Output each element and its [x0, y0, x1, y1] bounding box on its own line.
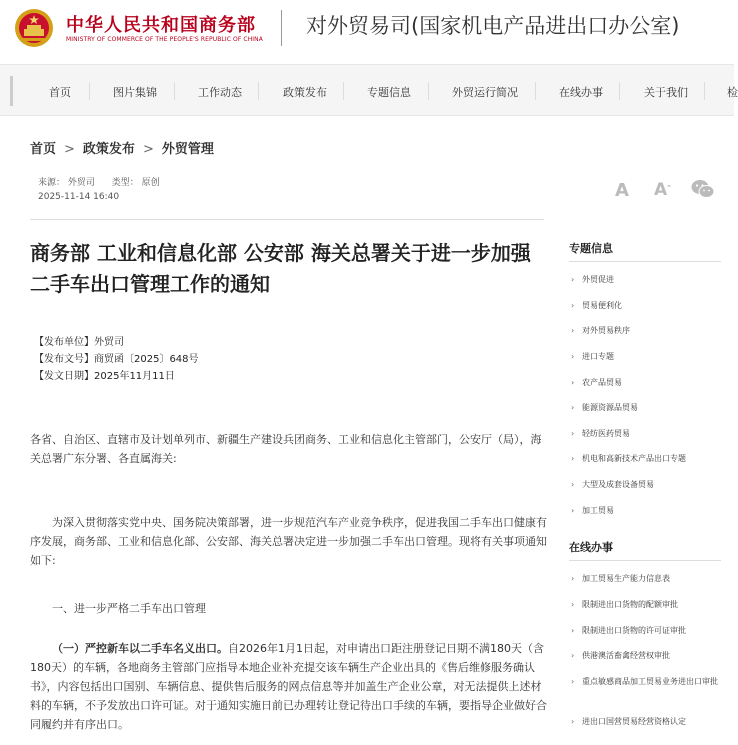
font-size-large-button[interactable]: A [615, 180, 629, 201]
header-divider [281, 10, 282, 46]
sidebar-online-item[interactable]: › 加工贸易生产能力信息表 [571, 574, 670, 583]
nav-divider [258, 82, 259, 100]
article-title: 商务部 工业和信息化部 公安部 海关总署关于进一步加强二手车出口管理工作的通知 [30, 241, 531, 296]
breadcrumb [30, 138, 214, 157]
breadcrumb-trade-management[interactable]: 外贸管理 [161, 142, 214, 157]
info-issue-date: 【发文日期】2025年11月11日 [34, 371, 175, 382]
sidebar-online-item[interactable]: › 进出口国营贸易经营资格认定 [571, 717, 686, 726]
nav-item-policy[interactable]: 政策发布 [283, 86, 327, 99]
breadcrumb-separator: > [142, 142, 154, 157]
clause-heading: （一）严控新车以二手车名义出口。 [52, 642, 228, 655]
chevron-right-icon: › [571, 506, 575, 515]
chevron-right-icon: › [571, 403, 575, 412]
nav-divider [428, 82, 429, 100]
sidebar-online-item[interactable]: › 限制进出口货物的配额审批 [571, 600, 678, 609]
nav-item-about[interactable]: 关于我们 [644, 86, 688, 99]
article-intro-paragraph: 为深入贯彻落实党中央、国务院决策部署，进一步规范汽车产业竞争秩序，促进我国二手车出口健康有序发展，商务部、工业和信息化部、公安部、海关总署决定进一步加强二手车出口管理。现将有关事项通知如下: [30, 516, 547, 567]
chevron-right-icon: › [571, 326, 575, 335]
sidebar-topics-heading: 专题信息 [569, 242, 613, 255]
breadcrumb-policy[interactable]: 政策发布 [82, 142, 135, 157]
chevron-right-icon: › [571, 275, 575, 284]
sidebar-divider [569, 560, 721, 561]
chevron-right-icon: › [571, 600, 575, 609]
article-type: 类型： 原创 [111, 178, 160, 188]
chevron-right-icon: › [571, 429, 575, 438]
sidebar-online-heading: 在线办事 [569, 541, 613, 554]
chevron-right-icon: › [571, 677, 575, 686]
site-header [0, 0, 734, 62]
wechat-share-icon[interactable] [691, 179, 715, 199]
nav-left-bar [10, 76, 13, 106]
sidebar-topic-item[interactable]: › 对外贸易秩序 [571, 326, 630, 335]
article-source-type [38, 175, 160, 188]
chevron-right-icon: › [571, 480, 575, 489]
clause-text: 自2026年1月1日起，对申请出口距注册登记日期不满180天（含180天）的车辆，各地商务主管部门应指导本地企业补充提交该车辆生产企业出具的《售后维修服务确认书》，内容包括出口国别、车辆信息、提供售后服务的网点信息等并加盖生产企业公章，对无法提供上述材料的车辆，不予发放出口许可证。对于通知实施日前已办理转让登记待出口手续的车辆，要指导企业做好合同履约并有序出口。 [30, 642, 547, 731]
breadcrumb-separator: > [64, 142, 75, 157]
chevron-right-icon: › [571, 352, 575, 361]
sidebar-online-item[interactable]: › 供港澳活畜禽经营权审批 [571, 651, 670, 660]
chevron-right-icon: › [571, 378, 575, 387]
nav-item-gallery[interactable]: 图片集锦 [113, 86, 157, 99]
sidebar-topic-item[interactable]: › 农产品贸易 [571, 378, 622, 387]
sidebar-topic-item[interactable]: › 机电和高新技术产品出口专题 [571, 454, 686, 463]
sidebar-topic-item[interactable]: › 进口专题 [571, 352, 614, 361]
sidebar-divider [569, 261, 721, 262]
article-salutation: 各省、自治区、直辖市及计划单列市、新疆生产建设兵团商务、工业和信息化主管部门，公安厅（局），海关总署广东分署、各直属海关: [30, 433, 542, 465]
national-emblem-icon[interactable] [14, 8, 54, 48]
nav-item-work-news[interactable]: 工作动态 [198, 86, 242, 99]
info-doc-number: 【发布文号】商贸函〔2025〕648号 [34, 354, 199, 365]
nav-divider [89, 82, 90, 100]
article-clause-paragraph [30, 639, 547, 734]
main-nav [0, 64, 738, 116]
nav-item-search[interactable]: 检 [727, 86, 738, 99]
sidebar-online-item[interactable]: › 限制进出口货物的许可证审批 [571, 626, 686, 635]
nav-item-home[interactable]: 首页 [49, 86, 71, 99]
nav-item-online-services[interactable]: 在线办事 [559, 86, 603, 99]
nav-item-trade-overview[interactable]: 外贸运行简况 [452, 86, 518, 99]
chevron-right-icon: › [571, 651, 575, 660]
info-publisher: 【发布单位】外贸司 [34, 337, 124, 348]
sidebar-online-item[interactable]: › 重点敏感商品加工贸易业务进出口审批 [571, 677, 718, 686]
sidebar-topic-item[interactable]: › 大型及成套设备贸易 [571, 480, 654, 489]
font-size-small-button[interactable]: A- [654, 180, 671, 200]
sidebar-topic-item[interactable]: › 能源资源品贸易 [571, 403, 638, 412]
department-title: 对外贸易司(国家机电产品进出口办公室) [306, 14, 680, 38]
chevron-right-icon: › [571, 301, 575, 310]
chevron-right-icon: › [571, 574, 575, 583]
nav-divider [343, 82, 344, 100]
article-datetime: 2025-11-14 16:40 [38, 192, 120, 202]
article-source: 来源： 外贸司 [38, 178, 95, 188]
sidebar-topic-item[interactable]: › 加工贸易 [571, 506, 614, 515]
nav-divider [619, 82, 620, 100]
sidebar-topic-item[interactable]: › 轻纺医药贸易 [571, 429, 630, 438]
chevron-right-icon: › [571, 454, 575, 463]
meta-divider [30, 219, 544, 220]
sidebar-topic-item[interactable]: › 贸易便利化 [571, 301, 622, 310]
ministry-name-en: MINISTRY OF COMMERCE OF THE PEOPLE'S REPUBLIC OF CHINA [66, 36, 263, 43]
nav-divider [535, 82, 536, 100]
chevron-right-icon: › [571, 717, 575, 726]
ministry-name-cn[interactable]: 中华人民共和国商务部 [66, 15, 256, 36]
nav-divider [174, 82, 175, 100]
nav-divider [704, 82, 705, 100]
chevron-right-icon: › [571, 626, 575, 635]
nav-item-topics[interactable]: 专题信息 [367, 86, 411, 99]
article-section-heading: 一、进一步严格二手车出口管理 [52, 602, 206, 615]
sidebar-topic-item[interactable]: › 外贸促进 [571, 275, 614, 284]
breadcrumb-home[interactable]: 首页 [30, 142, 57, 157]
